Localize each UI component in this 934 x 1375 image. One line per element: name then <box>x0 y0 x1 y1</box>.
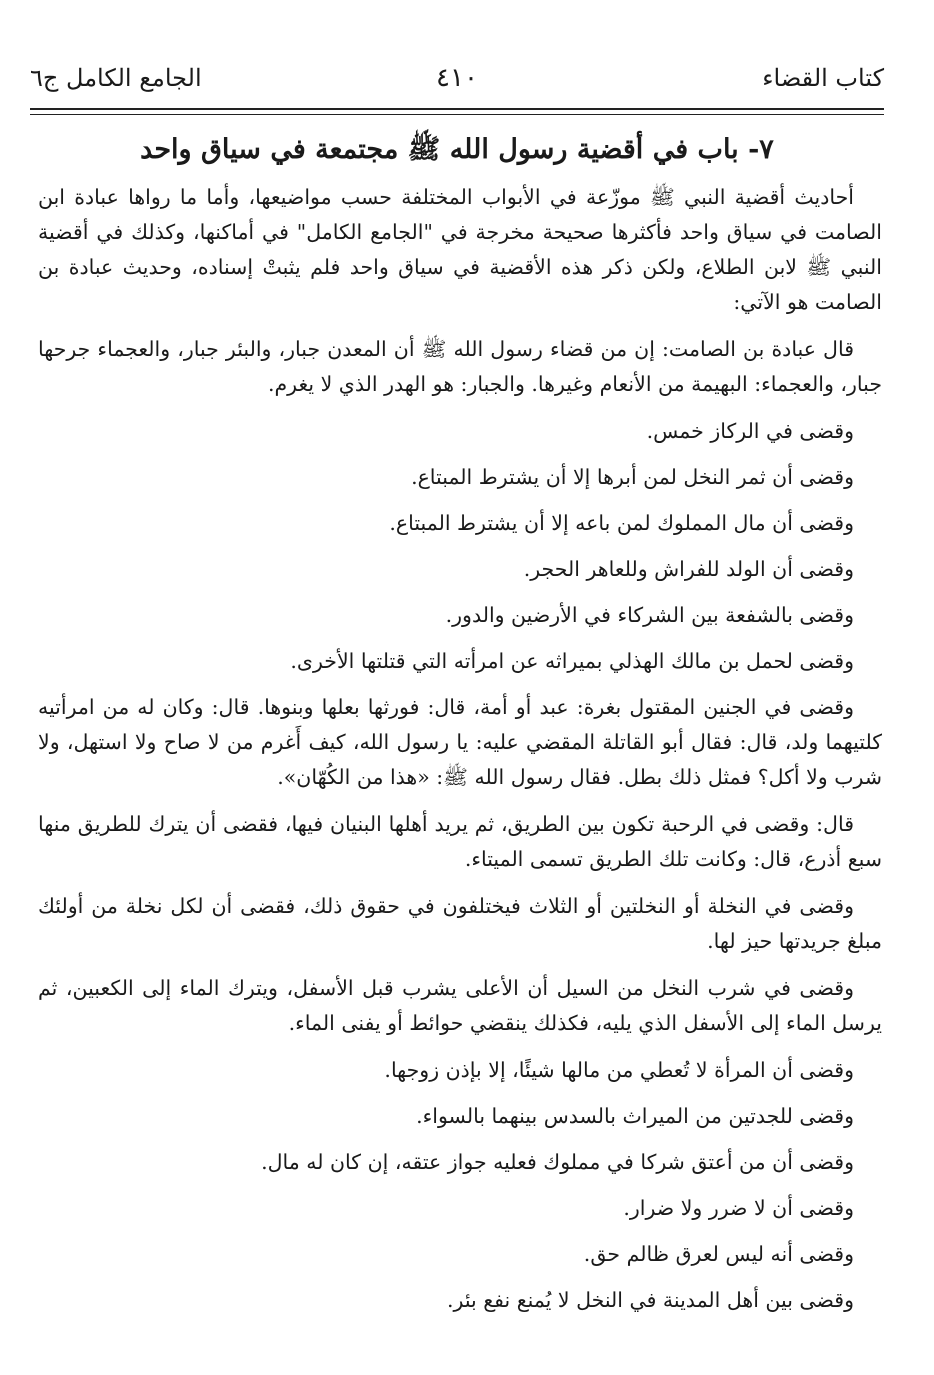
paragraph-5: وقضى في شرب النخل من السيل أن الأعلى يشرب قبل الأسفل، ويترك الماء إلى الكعبين، ثم يرسل الماء إلى الأسفل الذي يليه، فكذلك ينقضي حوائط أو يفنى الماء. <box>38 976 882 1035</box>
list-item: وقضى بالشفعة بين الشركاء في الأرضين والدور. <box>445 603 854 627</box>
body-text <box>38 180 882 1329</box>
list-item: وقضى أن المرأة لا تُعطي من مالها شيئًا، إلا بإذن زوجها. <box>384 1058 854 1082</box>
page-number: ٤١٠ <box>436 63 478 93</box>
header-book-title: الجامع الكامل ج٦ <box>30 64 202 92</box>
list-item: وقضى أن من أعتق شركا في مملوك فعليه جواز عتقه، إن كان له مال. <box>261 1150 854 1174</box>
running-header <box>30 58 884 98</box>
paragraph-2: وقضى في الجنين المقتول بغرة: عبد أو أمة، قال: فورثها بعلها وبنوها. قال: وكان له من امرأتيه كلتيهما ولد، قال: فقال أبو القاتلة المقضي عليه: يا رسول الله، كيف أَغرم من لا صاح ولا استهل، ولا شرب ولا أكل؟ فمثل ذلك بطل. فقال رسول الله ﷺ: «هذا من الكُهّان». <box>38 695 882 789</box>
list-item: وقضى أنه ليس لعرق ظالم حق. <box>583 1242 854 1266</box>
list-item: وقضى أن مال المملوك لمن باعه إلا أن يشترط المبتاع. <box>389 511 854 535</box>
list-item: وقضى في الركاز خمس. <box>646 419 854 443</box>
section-title: ٧- باب في أقضية رسول الله ﷺ مجتمعة في سياق واحد <box>140 134 774 165</box>
list-item: وقضى لحمل بن مالك الهذلي بميراثه عن امرأته التي قتلتها الأخرى. <box>290 649 854 673</box>
header-chapter: كتاب القضاء <box>762 64 884 92</box>
paragraph-1: قال عبادة بن الصامت: إن من قضاء رسول الله ﷺ أن المعدن جبار، والبئر جبار، والعجماء جرحها جبار، والعجماء: البهيمة من الأنعام وغيرها. والجبار: هو الهدر الذي لا يغرم. <box>38 337 882 396</box>
header-rule-thick <box>30 108 884 110</box>
paragraph-3: قال: وقضى في الرحبة تكون بين الطريق، ثم يريد أهلها البنيان فيها، فقضى أن يترك للطريق منها سبع أذرع، قال: وكانت تلك الطريق تسمى الميتاء. <box>38 812 882 871</box>
paragraph-4: وقضى في النخلة أو النخلتين أو الثلاث فيختلفون في حقوق ذلك، فقضى أن لكل نخلة من أولئك مبلغ جريدتها حيز لها. <box>38 894 882 953</box>
list-item: وقضى أن الولد للفراش وللعاهر الحجر. <box>523 557 854 581</box>
list-item: وقضى أن ثمر النخل لمن أبرها إلا أن يشترط المبتاع. <box>411 465 854 489</box>
list-item: وقضى أن لا ضرر ولا ضرار. <box>623 1196 854 1220</box>
intro-paragraph: أحاديث أقضية النبي ﷺ موزّعة في الأبواب المختلفة حسب مواضيعها، وأما ما رواها عبادة ابن الصامت في سياق واحد فأكثرها صحيحة مخرجة في "الجامع الكامل" في أماكنها، وكذلك في أقضية النبي ﷺ لابن الطلاع، ولكن ذكر هذه الأقضية في سياق واحد فلم يثبتْ إسناده، وحديث عبادة بن الصامت هو الآتي: <box>38 185 882 314</box>
header-rule-thin <box>30 114 884 115</box>
list-item: وقضى للجدتين من الميراث بالسدس بينهما بالسواء. <box>416 1104 854 1128</box>
list-item: وقضى بين أهل المدينة في النخل لا يُمنع نفع بئر. <box>447 1288 854 1312</box>
